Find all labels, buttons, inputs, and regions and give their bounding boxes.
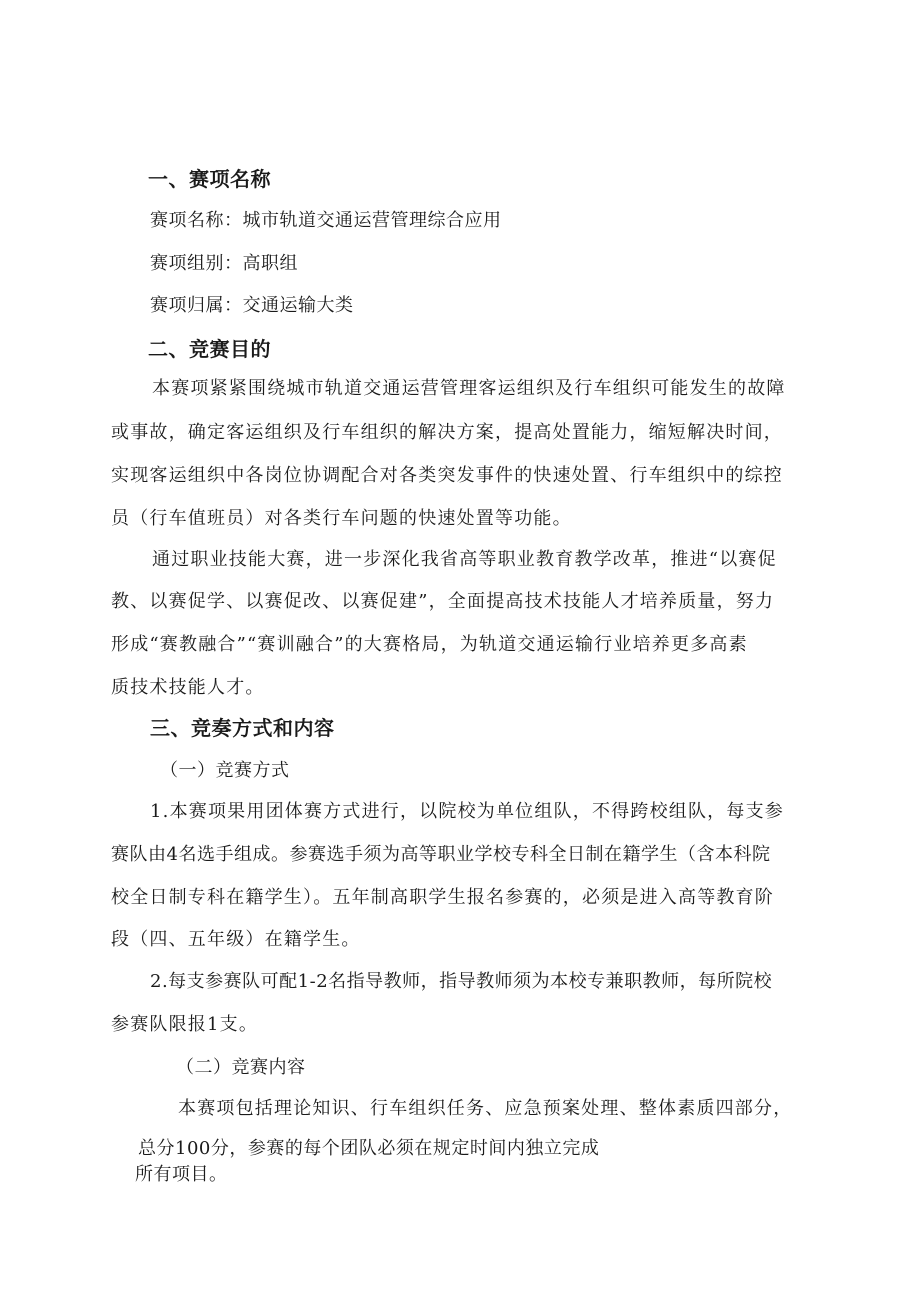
purpose-para2-line3: 形成“赛教融合”“赛训融合”的大赛格局，为轨道交通运输行业培养更多高素 <box>111 634 748 655</box>
purpose-para1-line1: 本赛项紧紧围绕城市轨道交通运营管理客运组织及行车组织可能发生的故障 <box>152 378 786 399</box>
method-item1-line4: 段（四、五年级）在籍学生。 <box>111 929 361 950</box>
method-item1-line3: 校全日制专科在籍学生）。五年制高职学生报名参赛的，必须是进入高等教育阶 <box>111 887 774 908</box>
method-item2-line2: 参赛队限报1支。 <box>111 1014 259 1035</box>
content-line1: 本赛项包括理论知识、行车组织任务、应急预案处理、整体素质四部分， <box>178 1098 793 1119</box>
method-item1-line2: 赛队由4名选手组成。参赛选手须为高等职业学校专科全日制在籍学生（含本科院 <box>111 844 771 865</box>
event-category-line: 赛项归属：交通运输大类 <box>150 295 354 316</box>
competition-content-subheading: （二）竞赛内容 <box>176 1057 306 1078</box>
section1-heading: 一、赛项名称 <box>148 167 271 191</box>
content-line2: 总分100分，参赛的每个团队必须在规定时间内独立完成 <box>138 1138 600 1159</box>
purpose-para1-line2: 或事故，确定客运组织及行车组织的解决方案，提高处置能力，缩短解决时间， <box>111 422 783 443</box>
event-group-line: 赛项组别：高职组 <box>150 253 298 274</box>
purpose-para2-line2: 教、以赛促学、以赛促改、以赛促建”，全面提高技术技能人才培养质量，努力 <box>111 591 775 612</box>
method-item1-line1: 1.本赛项果用团体赛方式进行，以院校为单位组队，不得跨校组队，每支参 <box>150 801 784 822</box>
purpose-para1-line4: 员（行车值班员）对各类行车问题的快速处置等功能。 <box>111 508 572 529</box>
purpose-para2-line1: 通过职业技能大赛，进一步深化我省高等职业教育教学改革，推进“以赛促 <box>152 549 777 570</box>
event-name-line: 赛项名称：城市轨道交通运营管理综合应用 <box>150 210 502 231</box>
purpose-para2-line4: 质技术技能人才。 <box>111 677 265 698</box>
purpose-para1-line3: 实现客运组织中各岗位协调配合对各类突发事件的快速处置、行车组织中的综控 <box>111 465 783 486</box>
content-line3: 所有项目。 <box>135 1164 228 1185</box>
competition-method-subheading: （一）竞赛方式 <box>160 760 290 781</box>
section2-heading: 二、竞赛目的 <box>148 337 271 361</box>
method-item2-line1: 2.每支参赛队可配1-2名指导教师，指导教师须为本校专兼职教师，每所院校 <box>150 971 773 992</box>
section3-heading: 三、竞奏方式和内容 <box>150 716 335 740</box>
